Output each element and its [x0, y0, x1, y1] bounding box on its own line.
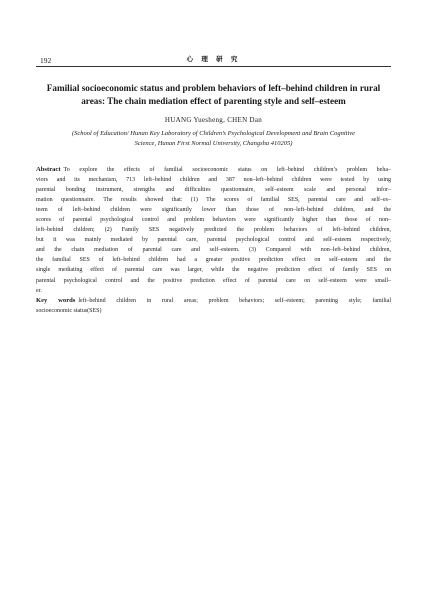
- abstract-text: To explore the effects of familial socioeconomic status on left–behind children’s problem beha–: [63, 167, 391, 173]
- running-header: [36, 52, 391, 66]
- abstract-line: teem of left–behind children were significantly lower than those of non–left–behind children, and the: [36, 207, 391, 214]
- keywords-line: socioeconomic status(SES): [36, 307, 102, 314]
- article-title: [36, 82, 391, 108]
- author-names: HUANG Yuesheng, CHEN Dan: [164, 116, 263, 124]
- abstract-line: [36, 165, 391, 175]
- abstract-line: viors and its mechanism, 713 left–behind children and 387 non–left–behind children were tested by using: [36, 177, 391, 184]
- title-line-1: Familial socioeconomic status and problem behaviors of left–behind children in rural: [46, 83, 381, 93]
- abstract-line: parental bonding instrument, strengths and difficulties questionnaire, self–esteem scale and personal infor–: [36, 187, 391, 194]
- abstract-line: er.: [36, 287, 42, 294]
- abstract-label: Abstract: [36, 166, 61, 173]
- header-rule: [36, 66, 391, 67]
- title-line-2: areas: The chain mediation effect of parenting style and self–esteem: [81, 96, 346, 106]
- abstract-line: the familial SES of left–behind children had a greater positive prediction effect on self–esteem and the: [36, 257, 391, 264]
- abstract-line: single mediating effect of parental care was larger, while the negative prediction effect of family SES on: [36, 267, 391, 274]
- abstract-line: mation questionnaire. The results showed that: (1) The scores of familial SES, parental care and self–es–: [36, 197, 391, 204]
- journal-name: 心 理 研 究: [186, 55, 241, 63]
- affiliation-line-2: Science, Hunan First Normal University, Changsha 410205): [134, 140, 293, 147]
- keywords-line: [36, 296, 391, 306]
- page-number: 192: [40, 56, 52, 65]
- affiliation-line-1: (School of Education/ Hunan Key Laboratory of Children’s Psychological Development and Brain Cognitive: [71, 130, 356, 137]
- abstract-line: left–behind children; (2) Family SES negatively predicted the problem behaviors of left–behind children,: [36, 227, 391, 234]
- keywords-label: Key words: [36, 296, 76, 304]
- abstract-line: and the chain mediation of parental care and self–esteem. (3) Compared with non–left–behind children,: [36, 247, 391, 254]
- abstract-line: scores of parental psychological control and problem behaviors were significantly higher than those of non–: [36, 217, 391, 224]
- abstract-section: [36, 165, 391, 316]
- keywords-text: left–behind children in rural areas; problem behaviors; self–esteem; parenting style; familial: [78, 297, 391, 304]
- abstract-line: parental psychological control and the positive prediction effect of parental care on self–esteem were small–: [36, 277, 391, 284]
- abstract-line: but it was mainly mediated by parental care, parental psychological control and self–esteem respectively,: [36, 237, 391, 244]
- author-affiliation: [36, 129, 391, 149]
